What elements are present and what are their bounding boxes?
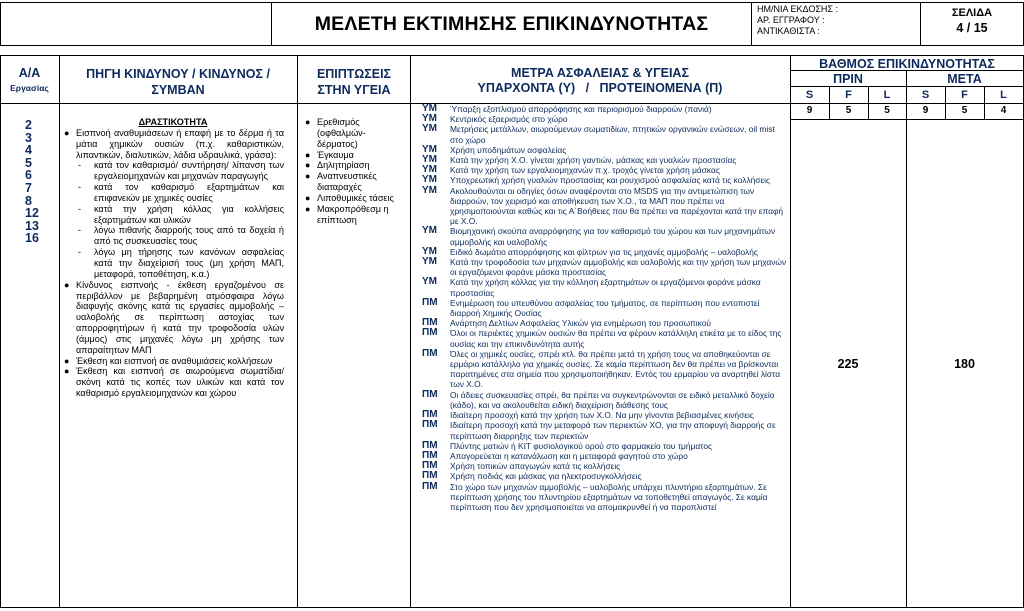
measure-item [418, 257, 788, 277]
task-id: 8 [25, 193, 32, 208]
measure-item [418, 318, 788, 328]
effect-item [303, 193, 405, 204]
measure-item [418, 420, 788, 440]
col-header-after: ΜΕΤΑ [947, 72, 982, 86]
hazard-subitem [62, 204, 284, 226]
hazard-subitem-text: κατά τον καθαρισμό/ συντήρηση/ λίπανση των εργαλειομηχανών και μηχανών παραγωγής [94, 160, 284, 182]
score-l-before: 5 [884, 105, 890, 116]
col-header-f-before: F [845, 89, 852, 101]
measure-text: Όλες οι χημικές ουσίες, σπρέι κτλ. θα πρέπει μετά τη χρήση τους να αποθηκεύονται σε ερμάριο κατάλληλο για χημικές ουσίες. Σε καμία περίπτωση δεν θα πρέπει να βρίσκονται παρατημένες στα σημεία που χρησιμοποιήθηκαν. Εντός του ερμαρίου να αναρτηθεί λίστα των Χ.Ο. [450, 348, 781, 390]
bullet-icon: ● [64, 366, 70, 377]
page-indicator [920, 6, 1024, 36]
measure-item [418, 155, 788, 165]
score-f-before: 5 [845, 105, 852, 116]
col-divider-2 [297, 55, 298, 607]
measure-text: Μετρήσεις μετάλλων, αιωρούμενων σωματιδίων, πτητικών οργανικών ενώσεων, oil mist στο χώρο [450, 124, 775, 145]
measure-code: ΠΜ [422, 327, 438, 339]
safety-measures-cell [418, 104, 788, 512]
hazard-subitem [62, 225, 284, 247]
measure-item [418, 186, 788, 227]
col-divider-5 [906, 70, 907, 607]
dash-icon: - [78, 247, 82, 258]
measure-text: Ύπαρξη εξοπλισμού απορρόφησης και περιορισμού διαρροών (πανιά) [450, 104, 712, 114]
measure-text: Ιδιαίτερη προσοχή κατά την μεταφορά των περιεκτών ΧΟ, για την αποφυγή διαρροής σε περίπτωση διαρρηξης των περιεκτών [450, 420, 776, 441]
bullet-icon: ● [305, 160, 311, 171]
measure-text: Απαγορεύεται η κατανάλωση και η μεταφορά φαγητού στο χώρο [450, 450, 688, 461]
measure-code: ΠΜ [422, 317, 438, 329]
measure-item [418, 165, 788, 175]
measure-text: Κατά την τροφοδοσία των μηχανών αμμοβολής και υαλοβολής και την χρήση των μηχανών οι εργαζόμενοι φοράνε μάσκα προστασίας [450, 257, 787, 278]
table-top-border [0, 55, 1024, 56]
scores-divider [790, 119, 1024, 120]
hazard-text: Κίνδυνος εισπνοής - έκθεση εργαζομένου σε περιβάλλον με βεβαρημένη ατμόσφαιρα λόγω διαφυγής σκόνης κατά τις εργασίες αμμοβολής – υαλοβολής σε περίπτωση αστοχίας των απορροφητήρων ή κατά την τροφοδοσία υλών (άμμος) στις μηχανές λόγω μη χρήσης των απαραίτητων ΜΑΠ [76, 279, 284, 355]
meta-replaces: ΑΝΤΙΚΑΘΙΣΤΑ : [757, 26, 820, 36]
measure-code: ΠΜ [422, 480, 438, 492]
measure-code: ΥΜ [422, 276, 437, 288]
col-divider-1 [59, 55, 60, 607]
bullet-icon: ● [64, 355, 70, 366]
table-bottom-border [0, 607, 1024, 608]
measure-item [418, 328, 788, 348]
col-header-measures-sub: ΥΠΑΡΧΟΝΤΑ (Υ) / ΠΡΟΤΕΙΝΟΜΕΝΑ (Π) [477, 81, 723, 95]
before-after-divider [790, 86, 1024, 87]
dash-icon: - [78, 182, 82, 193]
measure-text: Ακολουθούνται οι οδηγίες όσων αναφέρονται στο MSDS για την αντιμετώπιση των διαρροών, τον χειρισμό και αποθήκευση των Χ.Ο., τα ΜΑΠ που πρέπει να χρησιμοποιούνται καθώς και τις Α΄Βοήθειες που θα πρέπει να παρέχονται κατά την επαφή με Χ.Ο. [450, 185, 784, 227]
measure-text: Κατά την χρήση κόλλας για την κόλληση εξαρτημάτων οι εργαζόμενοι φοράνε μάσκα προστασίας [450, 277, 761, 298]
score-s-after: 9 [922, 105, 929, 116]
measure-text: Κεντρικός εξαερισμός στο χώρο [450, 114, 568, 125]
meta-doc-number: ΑΡ. ΕΓΓΡΑΦΟΥ : [757, 15, 825, 25]
effect-text: Έγκαυμα [317, 149, 354, 160]
measure-item [418, 277, 788, 297]
measure-code: ΠΜ [422, 296, 438, 308]
hazard-source-cell [62, 117, 284, 399]
measure-text: Υποχρεωτική χρήση γυαλιών προστασίας και ρουχισμού ασφαλείας κατά τις κολλήσεις [450, 175, 771, 186]
measure-item [418, 114, 788, 124]
measure-text: Όλοι οι περιέκτες χημικών ουσιών θα πρέπει να φέρουν κατάλληλη ετικέτα με το είδος της ουσίας και την επικινδυνότητα αυτής [450, 328, 782, 349]
bullet-icon: ● [305, 192, 311, 203]
col-header-f-after: F [961, 89, 968, 101]
measure-item [418, 175, 788, 185]
measure-item [418, 471, 788, 481]
measure-item [418, 104, 788, 114]
measure-code: ΥΜ [422, 184, 437, 196]
effect-text: Λιποθυμικές τάσεις [317, 192, 394, 203]
measure-code: ΥΜ [422, 225, 437, 237]
task-id: 6 [25, 168, 32, 183]
col-header-aa-sub: Εργασίας [10, 83, 49, 93]
effect-item [303, 204, 405, 226]
measure-code: ΠΜ [422, 388, 438, 400]
col-header-before: ΠΡΙΝ [833, 72, 863, 86]
bullet-icon: ● [305, 117, 311, 127]
hazard-category-title: ΔΡΑΣΤΙΚΟΤΗΤΑ [138, 117, 208, 127]
bullet-icon: ● [305, 171, 311, 182]
bullet-icon: ● [305, 149, 311, 160]
task-id: 7 [25, 180, 32, 195]
measure-text: Χρήση υποδημάτων ασφαλείας [450, 144, 567, 155]
measure-text: Ανάρτηση Δελτίων Ασφαλείας Υλικών για ενημέρωση του προσωπικού [450, 318, 711, 329]
col-header-measures: ΜΕΤΡΑ ΑΣΦΑΛΕΙΑΣ & ΥΓΕΙΑΣ [511, 66, 689, 80]
measure-item [418, 124, 788, 144]
hazard-text: Έκθεση και εισπνοή σε αιωρούμενα σωματίδια/ σκόνη κατά τις κοπές των υλικών και κατά τον καθαρισμό εργαλειομηχανών και χώρου [76, 366, 284, 399]
effect-text: Ερεθισμός (οφθαλμών-δέρματος) [317, 117, 366, 149]
task-id: 2 [25, 118, 32, 132]
col-header-l-after: L [1000, 89, 1007, 101]
col-header-l-before: L [883, 89, 891, 101]
task-id: 13 [25, 218, 39, 233]
task-id: 4 [25, 143, 32, 158]
bullet-icon: ● [64, 279, 70, 290]
hazard-text: Εισπνοή αναθυμιάσεων ή επαφή με το δέρμα ή τα μάτια χημικών ουσιών (π.χ. καθαριστικών, λιπαντικών, διαλυτικών, λάδια υδραυλικά, γράσα): [76, 127, 284, 160]
col-header-s-after: S [921, 89, 930, 101]
effect-item [303, 117, 405, 150]
hazard-text: Έκθεση και εισπνοή σε αναθυμιάσεις κολλήσεων [76, 355, 273, 366]
dash-icon: - [78, 160, 82, 171]
effect-item [303, 171, 405, 193]
risk-after-value: 180 [954, 357, 975, 371]
hazard-item [62, 128, 284, 161]
measure-item [418, 451, 788, 461]
score-s-before: 9 [806, 105, 813, 116]
measure-code: ΥΜ [422, 256, 437, 268]
measure-code: ΥΜ [422, 164, 437, 176]
meta-issue-date: ΗΜ/ΝΙΑ ΕΚΔΟΣΗΣ : [757, 4, 838, 14]
measure-item [418, 410, 788, 420]
task-ids [10, 119, 55, 245]
document-header [0, 0, 1024, 50]
measure-item [418, 145, 788, 155]
col-header-effects: ΕΠΙΠΤΩΣΕΙΣ ΣΤΗΝ ΥΓΕΙΑ [316, 67, 392, 97]
measure-code: ΠΜ [422, 449, 438, 461]
measure-item [418, 247, 788, 257]
bullet-icon: ● [64, 127, 70, 138]
hazard-subitem [62, 160, 284, 182]
measure-item [418, 226, 788, 246]
measure-item [418, 461, 788, 471]
measure-code: ΥΜ [422, 174, 437, 186]
logo-box [0, 2, 272, 46]
measure-text: Χρήση τοπικών απαγωγών κατά τις κολλήσεις [450, 461, 621, 472]
col-divider-4 [790, 55, 791, 607]
measure-text: Οι άδειες συσκευασίες σπρέι, θα πρέπει να συγκεντρώνονται σε ειδικό μεταλλικό δοχείο (κάδο), και να ακολουθείται ειδική διαχείριση διάθεσης τους [450, 389, 775, 410]
measure-code: ΠΜ [422, 439, 438, 451]
effect-item [303, 160, 405, 171]
measure-text: Χρήση ποδιάς και μάσκας για ηλεκτροσυγκολλήσεις [450, 471, 642, 482]
measure-code: ΠΜ [422, 347, 438, 359]
risk-before-value: 225 [837, 357, 859, 371]
hazard-item [62, 356, 284, 367]
hazard-subitem-text: λόγω πιθανής διαρροής τους από τα δοχεία ή από τις συσκευασίες τους [94, 225, 284, 247]
measure-text: Κατά την χρήση των εργαλειομηχανών π.χ. τροχός γίνεται χρήση μάσκας [450, 165, 720, 176]
score-f-after: 5 [961, 105, 968, 116]
hazard-item [62, 366, 284, 399]
hazard-item [62, 280, 284, 356]
measure-code: ΥΜ [422, 123, 437, 135]
measure-text: Στο χώρο των μηχανών αμμοβολής – υαλοβολής υπάρχει πλυντήριο εξαρτημάτων. Σε περίπτωση χρήσης του πλυντηρίου εξαρτημάτων να τοποθετηθεί απαγωγός. Σε καμία περίπτωση που δεν χρησιμοποιείται να απομακρυνθεί ή να παροπλιστεί [450, 481, 768, 512]
sfl-divider [790, 103, 1024, 104]
task-id: 16 [25, 231, 39, 246]
effect-item [303, 150, 405, 161]
document-meta [757, 4, 838, 37]
measure-text: Πλύντης ματιών ή ΚΙΤ φυσιολογικού ορού στο φαρμακείο του τμήματος [450, 440, 713, 451]
col-header-s-before: S [805, 89, 814, 101]
measure-code: ΠΜ [422, 470, 438, 482]
measure-text: Βιομηχανική σκούπα αναρρόφησης για τον καθαρισμό του χώρου και των μηχανημάτων αμμοβολής και υαλοβολής [450, 226, 776, 247]
col-header-source: ΠΗΓΗ ΚΙΝΔΥΝΟΥ / ΚΙΝΔΥΝΟΣ / ΣΥΜΒΑΝ [86, 67, 270, 97]
measure-text: Ειδικό δωμάτιο απορρόφησης και φίλτρων για τις μηχανές αμμοβολής – υαλοβολής [450, 246, 758, 257]
document-title: ΜΕΛΕΤΗ ΕΚΤΙΜΗΣΗΣ ΕΠΙΚΙΝΔΥΝΟΤΗΤΑΣ [314, 12, 709, 35]
dash-icon: - [78, 225, 82, 236]
page-number: 4 / 15 [956, 21, 988, 35]
col-header-aa: Α/Α [18, 66, 41, 80]
measure-text: Ιδιαίτερη προσοχή κατά την χρήση των Χ.Ο. Να μην γίνονται βεβιασμένες κινήσεις [450, 410, 754, 421]
measure-item [418, 390, 788, 410]
score-l-after: 4 [1000, 105, 1007, 116]
effect-text: Δηλητηρίαση [317, 160, 370, 171]
hazard-subitem [62, 247, 284, 280]
hazard-subitem-text: λόγω μη τήρησης των κανόνων ασφαλείας κατά την διαχείρισή τους (μη χρήση ΜΑΠ, μεταφορά, τοποθέτηση, κ.α.) [94, 247, 284, 279]
hazard-subitem-text: κατά την χρήση κόλλας για κολλήσεις εξαρτημάτων και υλικών [94, 203, 284, 225]
measure-code: ΥΜ [422, 245, 437, 257]
measure-text: Κατά την χρήση Χ.Ο. γίνεται χρήση γαντιών, μάσκας και γυαλιών προστασίας [450, 155, 737, 166]
measure-code: ΥΜ [422, 143, 437, 155]
task-id: 3 [25, 130, 32, 145]
col-header-degree: ΒΑΘΜΟΣ ΕΠΙΚΙΝΔΥΝΟΤΗΤΑΣ [819, 57, 995, 71]
col-divider-3 [410, 55, 411, 607]
measure-item [418, 349, 788, 390]
measure-item [418, 441, 788, 451]
measure-code: ΥΜ [422, 154, 437, 166]
dash-icon: - [78, 203, 82, 214]
task-id: 5 [25, 155, 32, 170]
measure-code: ΠΜ [422, 460, 438, 472]
bullet-icon: ● [305, 203, 311, 214]
measure-code: ΥΜ [422, 113, 437, 125]
health-effects-cell [303, 117, 405, 225]
measure-code: ΠΜ [422, 409, 438, 421]
task-id: 12 [25, 206, 39, 221]
page-label: ΣΕΛΙΔΑ [951, 7, 993, 19]
effect-text: Μακροπρόθεσμ η επίπτωση [317, 203, 389, 225]
hazard-subitem [62, 182, 284, 204]
measure-item [418, 482, 788, 513]
hazard-subitem-text: κατά τον καθαρισμό εξαρτημάτων και επιφανειών με χημικές ουσίες [94, 182, 284, 203]
border-left [0, 55, 1, 607]
measure-text: Ενημέρωση του υπευθύνου ασφαλείας του τμήματος, σε περίπτωση που εντοπιστεί διαρροή Χημικής Ουσίας [450, 297, 760, 319]
measure-code: ΥΜ [422, 103, 437, 114]
measure-item [418, 298, 788, 318]
effect-text: Αναπνευστικές διαταραχές [317, 171, 377, 193]
measure-code: ΠΜ [422, 419, 438, 431]
